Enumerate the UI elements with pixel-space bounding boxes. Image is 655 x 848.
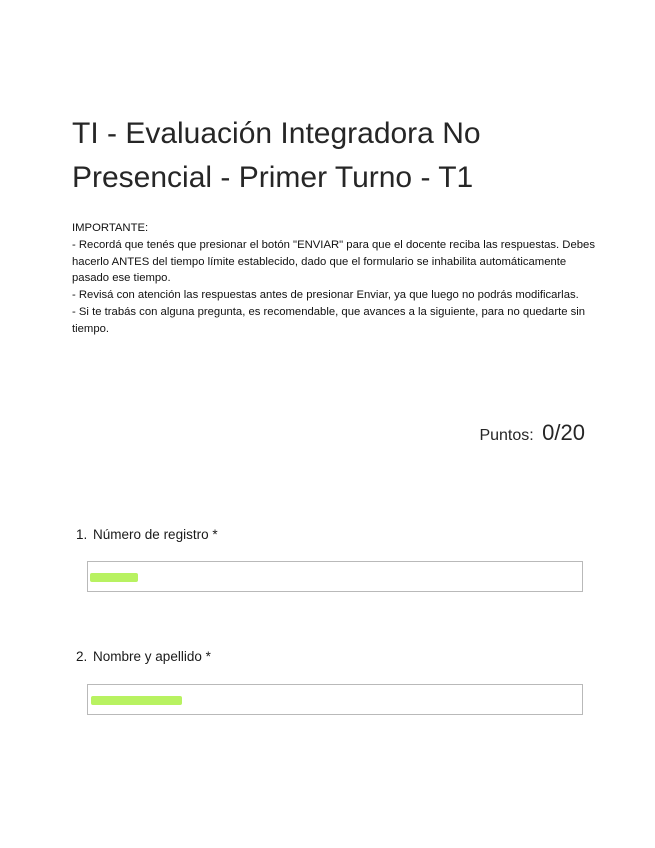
description-heading: IMPORTANTE: bbox=[72, 222, 149, 234]
question-2-label: Nombre y apellido * bbox=[93, 649, 211, 664]
score-display bbox=[479, 420, 585, 446]
description-line-send: - Recordá que tenés que presionar el botón "ENVIAR" para que el docente reciba las respuestas. Debes hacerlo ANTES del tiempo límite establecido, dado que el formulario se inhabilita automáticamente pasado ese tiempo. bbox=[72, 238, 595, 285]
description-line-review: - Revisá con atención las respuestas antes de presionar Enviar, ya que luego no podrás modificarlas. bbox=[72, 289, 579, 302]
registration-number-field[interactable] bbox=[87, 561, 583, 592]
form-description bbox=[72, 220, 602, 338]
question-2 bbox=[76, 649, 211, 664]
question-1-title bbox=[76, 527, 218, 542]
redacted-answer bbox=[90, 573, 138, 582]
question-1 bbox=[76, 527, 218, 542]
question-1-number: 1. bbox=[76, 527, 88, 542]
question-1-label: Número de registro * bbox=[93, 527, 218, 542]
form-title: TI - Evaluación Integradora No Presencial - Primer Turno - T1 bbox=[72, 117, 481, 194]
score-value: 0/20 bbox=[542, 420, 585, 445]
full-name-field[interactable] bbox=[87, 684, 583, 715]
score-label: Puntos: bbox=[479, 427, 534, 444]
redacted-answer bbox=[91, 696, 182, 705]
description-line-skip: - Si te trabás con alguna pregunta, es recomendable, que avances a la siguiente, para no quedarte sin tiempo. bbox=[72, 305, 586, 335]
question-2-title bbox=[76, 649, 211, 664]
question-2-number: 2. bbox=[76, 649, 88, 664]
